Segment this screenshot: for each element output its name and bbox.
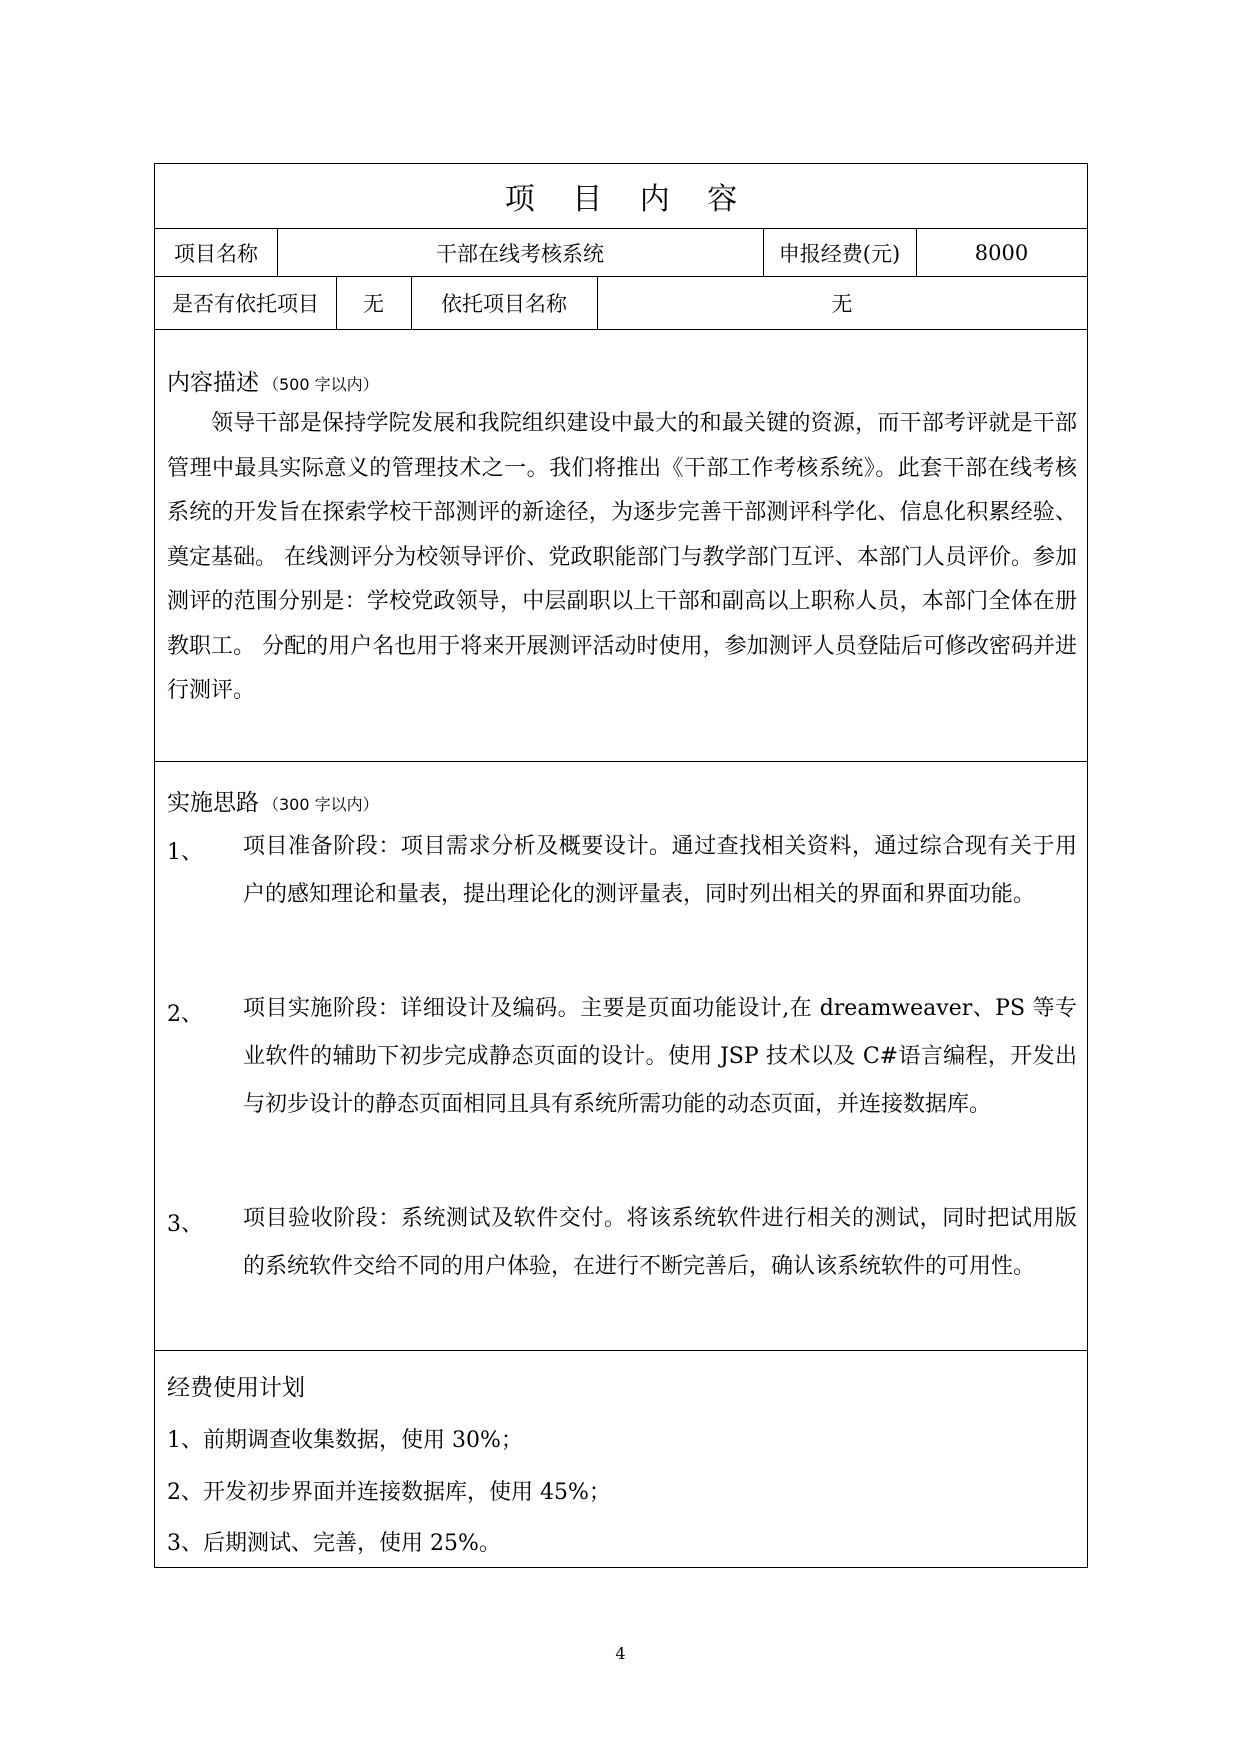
approach-item-3-text: 项目验收阶段：系统测试及软件交付。将该系统软件进行相关的测试，同时把试用版的系统软件交给不同的用户体验，在进行不断完善后，确认该系统软件的可用性。	[243, 1206, 1077, 1279]
project-content-form	[154, 163, 1088, 1568]
form-title-row	[155, 164, 1087, 229]
budget-plan-line: 2、开发初步界面并连接数据库，使用 45%；	[167, 1480, 611, 1505]
form-title: 项 目 内 容	[504, 182, 752, 217]
budget-plan-line: 1、前期调查收集数据，使用 30%；	[167, 1428, 523, 1453]
approach-item-1-text: 项目准备阶段：项目需求分析及概要设计。通过查找相关资料，通过综合现有关于用户的感知理论和量表，提出理论化的测评量表，同时列出相关的界面和界面功能。	[243, 834, 1077, 907]
description-limit: （500 字以内）	[263, 375, 379, 394]
approach-item-3-num: 3、	[167, 1212, 203, 1237]
dependent-project-row	[155, 277, 1087, 330]
dependent-value: 无	[363, 292, 384, 316]
description-section	[155, 330, 1087, 762]
budget-label: 申报经费(元)	[778, 241, 901, 266]
description-heading: 内容描述 （500 字以内）	[167, 370, 379, 396]
dependent-name-value: 无	[831, 292, 853, 316]
project-name-row	[155, 229, 1087, 277]
budget-plan-line: 3、后期测试、完善，使用 25%。	[167, 1531, 501, 1556]
page-number: 4	[615, 1644, 626, 1663]
description-text: 领导干部是保持学院发展和我院组织建设中最大的和最关键的资源，而干部考评就是干部管理中最具实际意义的管理技术之一。我们将推出《干部工作考核系统》。此套干部在线考核系统的开发旨在探索学校干部测评的新途径，为逐步完善干部测评科学化、信息化积累经验、奠定基础。 在线测评分为校领导评价、党政职能部门与教学部门互评、本部门人员评价。参加测评的范围分别是：学校党政领导，中层副职以上干部和副高以上职称人员，本部门全体在册教职工。 分配的用户名也用于将来开展测评活动时使用，参加测评人员登陆后可修改密码并进行测评。	[167, 411, 1077, 703]
project-name-label: 项目名称	[174, 241, 258, 266]
approach-heading: 实施思路 （300 字以内）	[167, 790, 379, 816]
dependent-label: 是否有依托项目	[172, 292, 319, 316]
approach-limit: （300 字以内）	[263, 795, 379, 814]
approach-item-1-num: 1、	[167, 840, 203, 865]
approach-section	[155, 762, 1087, 1351]
approach-item-2-text: 项目实施阶段：详细设计及编码。主要是页面功能设计,在 dreamweaver、PS 等专业软件的辅助下初步完成静态页面的设计。使用 JSP 技术以及 C#语言编程，开发出与初步设计的静态页面相同且具有系统所需功能的动态页面，并连接数据库。	[243, 996, 1077, 1117]
project-name-value: 干部在线考核系统	[436, 241, 604, 266]
dependent-name-label: 依托项目名称	[441, 292, 567, 316]
budget-plan-heading: 经费使用计划	[167, 1375, 305, 1401]
budget-plan-section	[155, 1351, 1087, 1567]
budget-value: 8000	[974, 240, 1029, 265]
approach-item-2-num: 2、	[167, 1002, 203, 1027]
